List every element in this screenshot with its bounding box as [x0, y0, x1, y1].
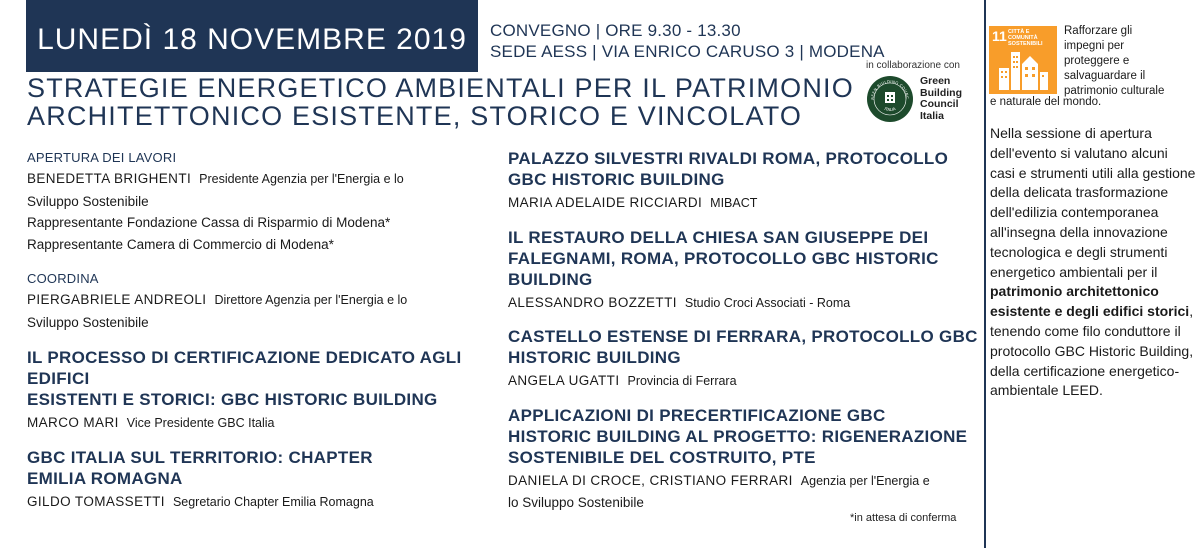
speaker-role-continued: Sviluppo Sostenibile — [27, 193, 149, 209]
svg-text:GREEN BUILDING COUNCIL: REEN BUILDING COUNC — [869, 78, 911, 100]
session-description: Nella sessione di apertura dell'evento si valutano alcuni casi e strumenti utili alla gestione della delicata trasformazione dell'edilizia contemporanea all'insegna della innovazione tecnologica e degli strumenti energetico ambientali per il patrimonio architettonico esistente e degli edifici storici, tenendo come filo conduttore il protocollo GBC Historic Building, della certificazione energetico-ambientale LEED. — [990, 125, 1196, 399]
speaker-line — [508, 370, 978, 393]
speaker-name: MARIA ADELAIDE RICCIARDI — [508, 195, 703, 210]
speaker-role: Direttore Agenzia per l'Energia e lo — [214, 293, 408, 307]
session-title: IL RESTAURO DELLA CHIESA SAN GIUSEPPE DEI FALEGNAMI, ROMA, PROTOCOLLO GBC HISTORIC BUILDING — [508, 227, 939, 289]
speaker-name: PIERGABRIELE ANDREOLI — [27, 292, 207, 307]
session-title: APPLICAZIONI DI PRECERTIFICAZIONE GBC HISTORIC BUILDING AL PROGETTO: RIGENERAZIONE SOSTENIBILE DEL COSTRUITO, PTE — [508, 405, 968, 467]
session-title: GBC ITALIA SUL TERRITORIO: CHAPTER EMILIA ROMAGNA — [27, 447, 373, 488]
sdg-label: CITTÀ E COMUNITÀ SOSTENIBILI — [1008, 29, 1043, 47]
coordinator-label: COORDINA — [27, 271, 99, 286]
sdg-11-badge — [989, 26, 1057, 94]
session-title: CASTELLO ESTENSE DI FERRARA, PROTOCOLLO GBC HISTORIC BUILDING — [508, 327, 978, 367]
page-title: STRATEGIE ENERGETICO AMBIENTALI PER IL PATRIMONIO ARCHITETTONICO ESISTENTE, STORICO E VINCOLATO — [27, 73, 854, 131]
speaker-role: MIBACT — [710, 196, 758, 210]
speaker-name: MARCO MARI — [27, 415, 119, 430]
speaker-role: Agenzia per l'Energia e — [800, 473, 930, 488]
speaker-line — [27, 491, 497, 514]
sdg-number: 11 — [992, 28, 1007, 44]
session-title: IL PROCESSO DI CERTIFICAZIONE DEDICATO AGLI EDIFICI ESISTENTI E STORICI: GBC HISTORIC BUILDING — [27, 348, 462, 409]
gbc-italia-logo-icon — [866, 75, 914, 123]
speaker-line — [508, 192, 978, 215]
sdg-caption-last-line: e naturale del mondo. — [990, 96, 1102, 108]
speaker-line — [508, 292, 978, 315]
footnote: *in attesa di conferma — [850, 512, 957, 524]
gbc-name: Green Building Council Italia — [920, 75, 962, 122]
collaboration-block — [866, 60, 972, 123]
city-buildings-icon — [997, 46, 1049, 90]
program-middle-column — [508, 148, 978, 514]
speaker-name: GILDO TOMASSETTI — [27, 493, 165, 509]
speaker-name: BENEDETTA BRIGHENTI — [27, 171, 192, 186]
speaker-line — [27, 412, 497, 435]
collab-label: in collaborazione con — [866, 60, 960, 71]
event-time: CONVEGNO | ORE 9.30 - 13.30 — [490, 21, 741, 40]
speaker-role: Provincia di Ferrara — [627, 374, 737, 388]
sidebar-divider — [984, 0, 986, 548]
representative-line: Rappresentante Fondazione Cassa di Risparmio di Modena* — [27, 215, 391, 230]
speaker-role-continued: Sviluppo Sostenibile — [27, 314, 149, 330]
sdg-caption: Rafforzare gli impegni per proteggere e salvaguardare il patrimonio culturale — [1064, 25, 1165, 97]
speaker-role: Segretario Chapter Emilia Romagna — [172, 494, 374, 509]
speaker-role: Presidente Agenzia per l'Energia e lo — [199, 172, 404, 186]
speaker-role: Vice Presidente GBC Italia — [126, 416, 275, 430]
svg-text:ITALIA: ITALIA — [883, 105, 897, 113]
speaker-role-continued: lo Sviluppo Sostenibile — [508, 495, 644, 510]
speaker-name: DANIELA DI CROCE, CRISTIANO FERRARI — [508, 472, 793, 488]
event-date: LUNEDÌ 18 NOVEMBRE 2019 — [37, 23, 467, 56]
speaker-line — [27, 289, 497, 312]
session-title: PALAZZO SILVESTRI RIVALDI ROMA, PROTOCOLLO GBC HISTORIC BUILDING — [508, 149, 949, 189]
speaker-line — [508, 470, 978, 493]
speaker-line — [27, 168, 497, 191]
event-venue: SEDE AESS | VIA ENRICO CARUSO 3 | MODENA — [490, 42, 885, 61]
speaker-role: Studio Croci Associati - Roma — [684, 295, 851, 310]
representative-line: Rappresentante Camera di Commercio di Modena* — [27, 236, 334, 252]
date-banner — [26, 0, 478, 72]
program-left-column — [27, 148, 497, 513]
speaker-name: ANGELA UGATTI — [508, 373, 620, 388]
speaker-name: ALESSANDRO BOZZETTI — [508, 294, 677, 310]
highlight-text: patrimonio architettonico esistente e degli edifici storici — [990, 283, 1190, 320]
event-info — [490, 20, 885, 62]
opening-label: APERTURA DEI LAVORI — [27, 150, 177, 165]
